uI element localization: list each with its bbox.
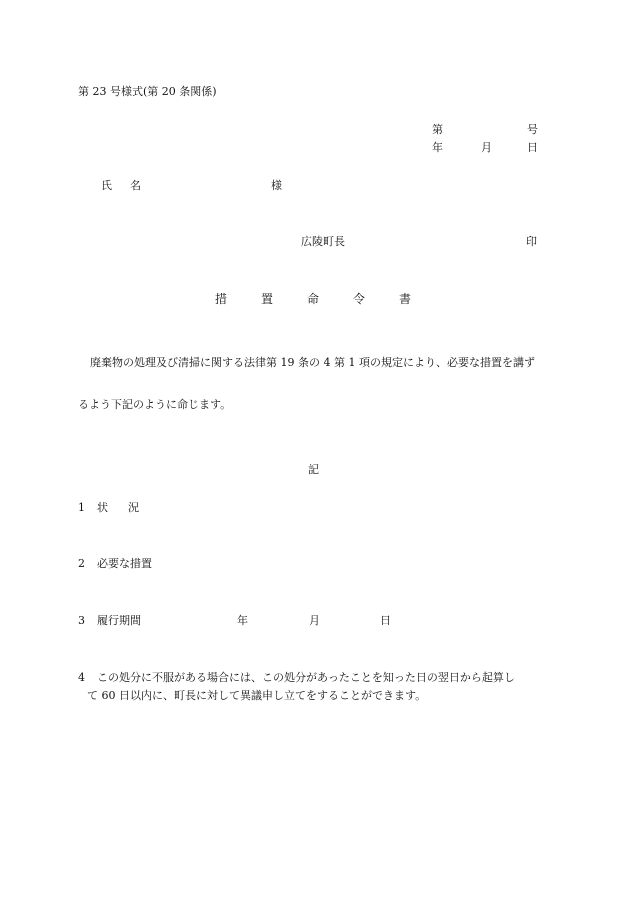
name-label-char2: 名 bbox=[130, 179, 141, 192]
item-label-char1: 状 bbox=[97, 501, 108, 514]
period-day: 日 bbox=[380, 614, 391, 627]
issuer-title: 広陵町長 bbox=[301, 235, 345, 248]
name-label-char1: 氏 bbox=[101, 179, 112, 192]
date-month: 月 bbox=[481, 141, 492, 154]
item-label: 履行期間 bbox=[97, 614, 141, 627]
item-number: 4 bbox=[78, 671, 85, 684]
date-day: 日 bbox=[527, 141, 538, 154]
number-suffix: 号 bbox=[527, 123, 538, 136]
title-char: 置 bbox=[261, 292, 274, 306]
ki-heading: 記 bbox=[308, 463, 319, 476]
body-line-1: 廃棄物の処理及び清掃に関する法律第 19 条の 4 第 1 項の規定により、必要な措置を講ず bbox=[90, 356, 535, 369]
form-label: 第 23 号様式(第 20 条関係) bbox=[78, 85, 217, 98]
number-prefix: 第 bbox=[432, 123, 443, 136]
title-char: 命 bbox=[307, 292, 320, 306]
title-char: 書 bbox=[399, 292, 412, 306]
item-text-line-2: て 60 日以内に、町長に対して異議申し立てをすることができます。 bbox=[87, 689, 427, 702]
period-year: 年 bbox=[237, 614, 248, 627]
body-line-2: るよう下記のように命じます。 bbox=[78, 398, 232, 411]
item-label-char2: 況 bbox=[128, 501, 139, 514]
honorific: 様 bbox=[271, 179, 282, 192]
item-text-line-1: この処分に不服がある場合には、この処分があったことを知った日の翌日から起算し bbox=[97, 671, 515, 684]
item-number: 1 bbox=[78, 501, 85, 514]
title-char: 令 bbox=[353, 292, 366, 306]
title-char: 措 bbox=[215, 292, 228, 306]
item-number: 3 bbox=[78, 614, 85, 627]
period-month: 月 bbox=[309, 614, 320, 627]
item-number: 2 bbox=[78, 557, 85, 570]
seal-mark: 印 bbox=[526, 235, 537, 248]
item-label: 必要な措置 bbox=[97, 557, 152, 570]
date-year: 年 bbox=[432, 141, 443, 154]
